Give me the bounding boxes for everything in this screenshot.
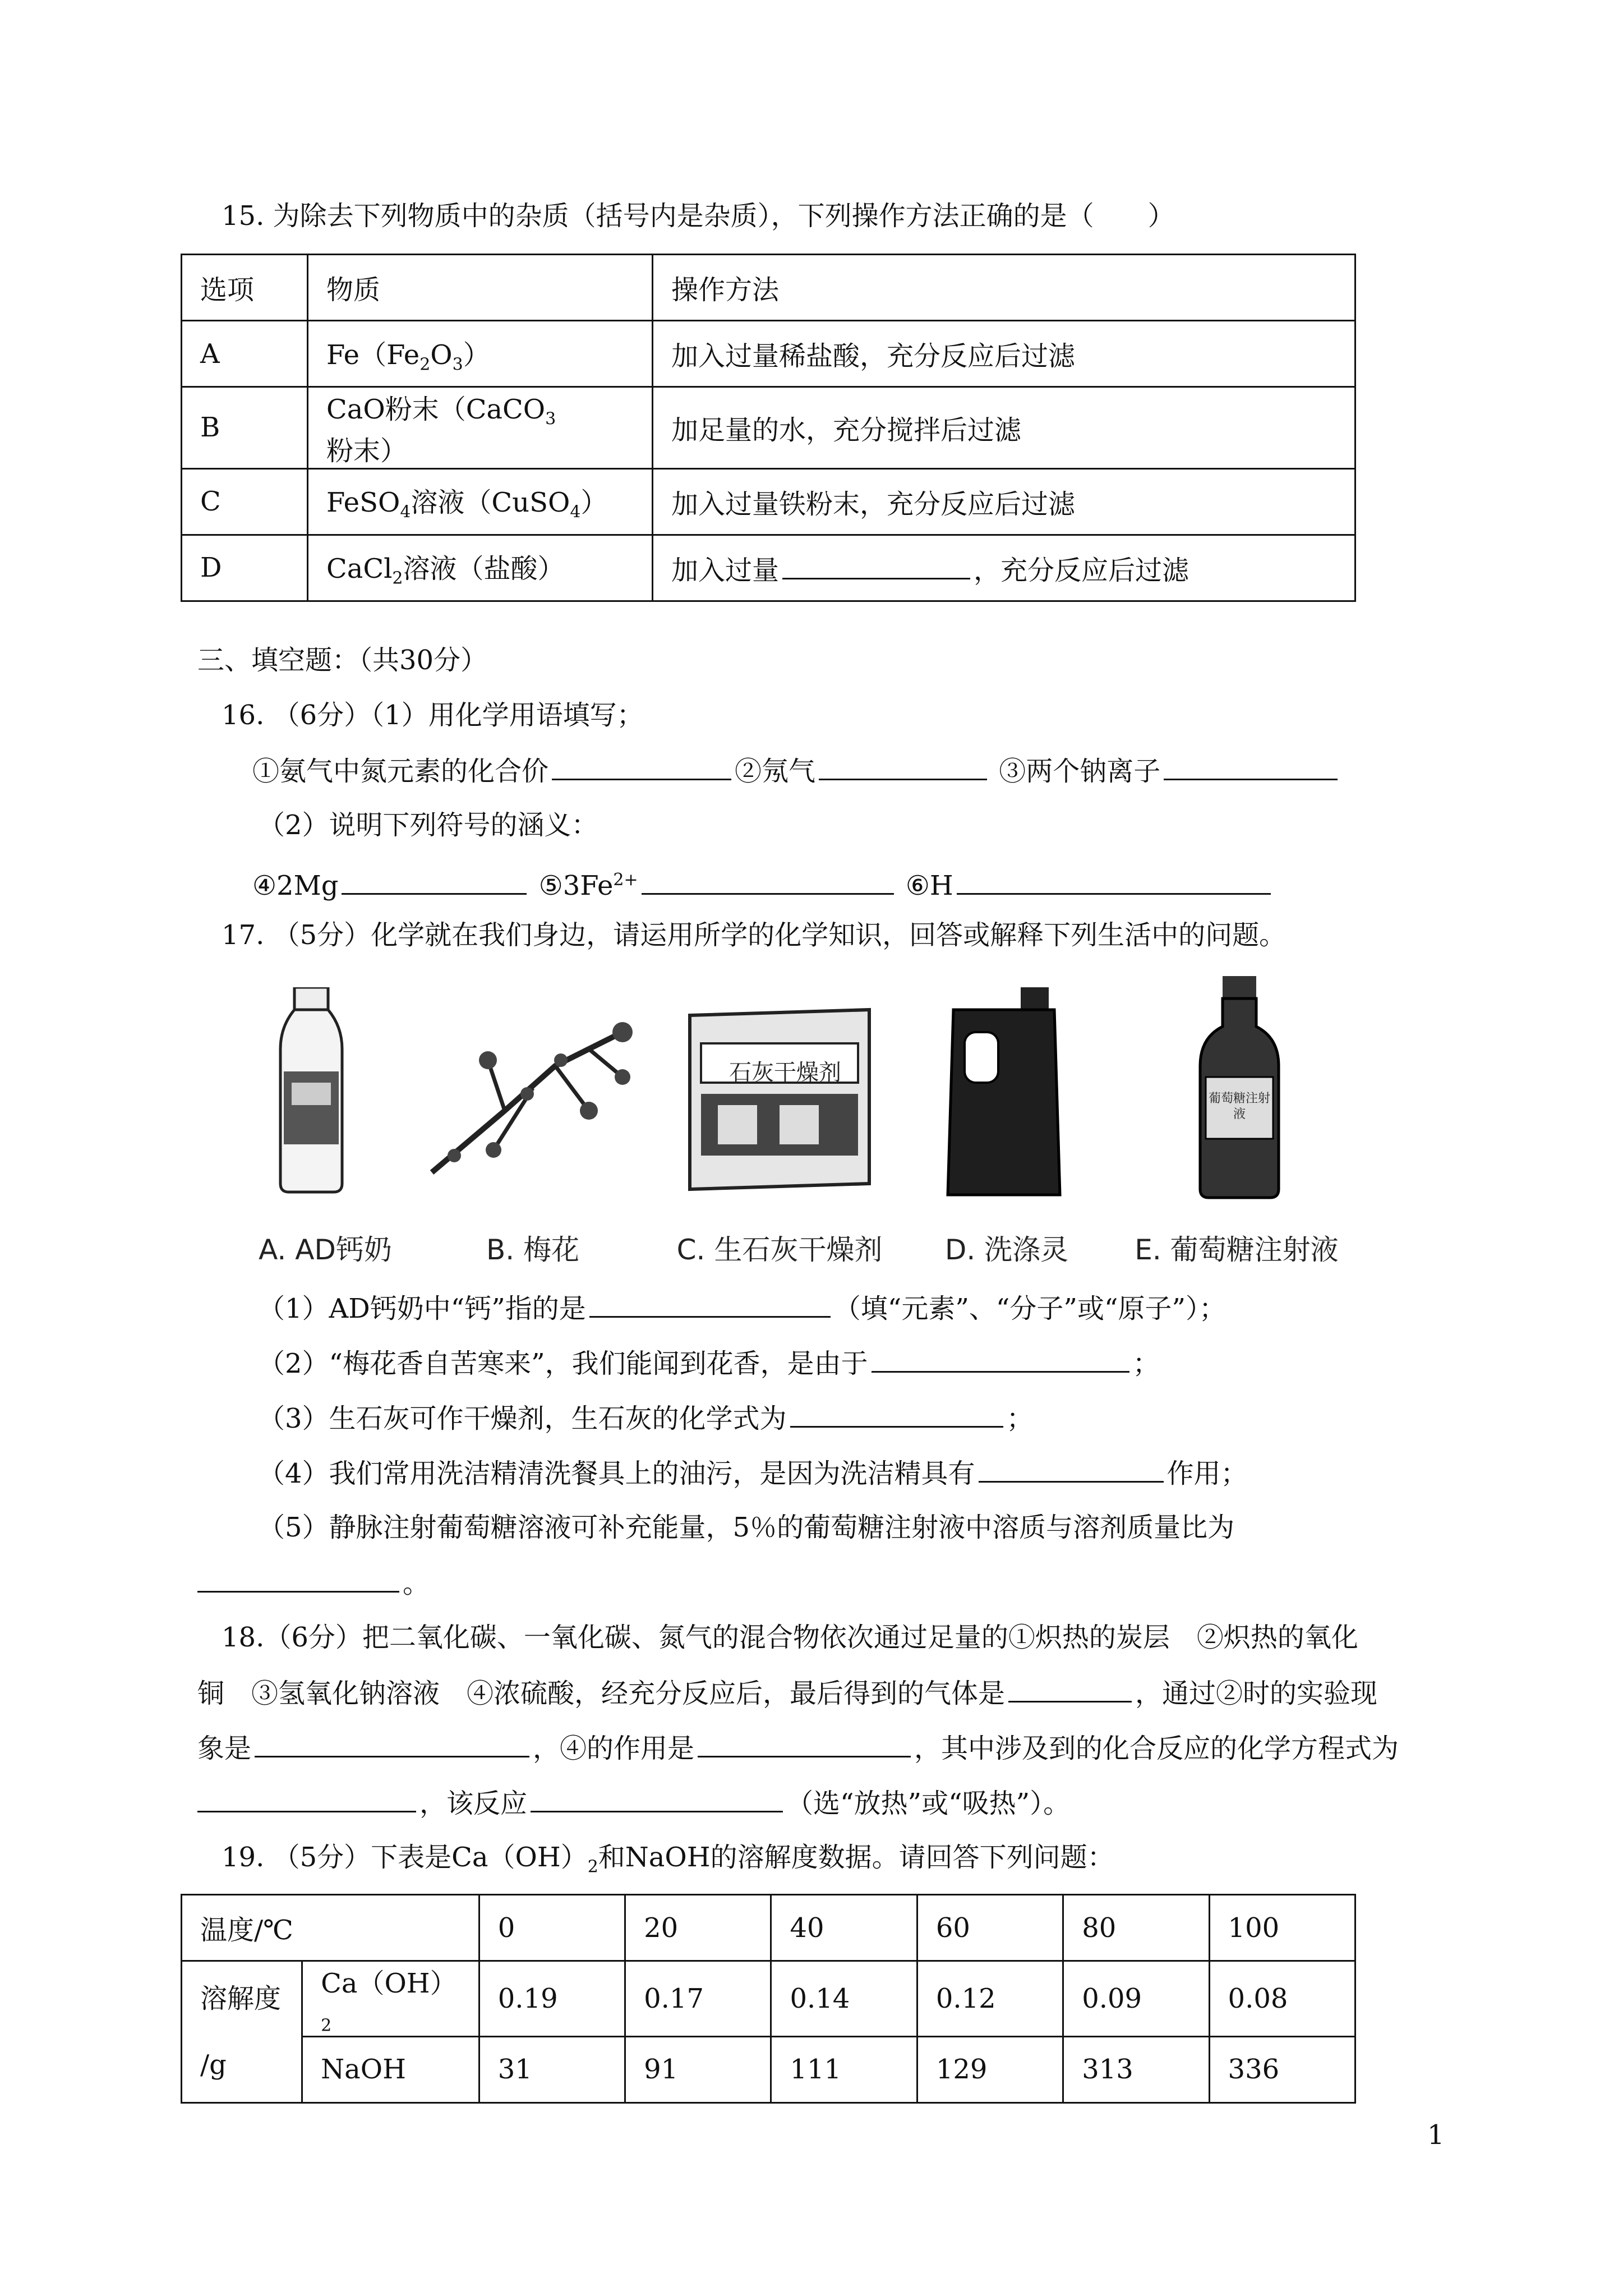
temp-cell: 20 [625,1895,771,1961]
naoh-label: NaOH [302,2036,479,2102]
answer-blank[interactable] [342,867,527,895]
value-cell: 0.12 [917,1961,1063,2037]
solubility-label: 溶解度 /g [182,1961,302,2103]
plum-blossom-picture [415,976,651,1268]
ad-milk-picture [236,976,415,1268]
q17-part5-answer: 。 [197,1565,430,1601]
q18-line3: 象是 ，④的作用是 ，其中涉及到的化合反应的化学方程式为 [197,1730,1399,1766]
answer-blank[interactable] [1164,753,1338,780]
caption-a: A. AD钙奶 [259,1234,392,1266]
q17-part5: （5）静脉注射葡萄糖溶液可补充能量，5％的葡萄糖注射液中溶质与溶剂质量比为 [258,1512,1235,1543]
q17-stem: 17. （5分）化学就在我们身边，请运用所学的化学知识，回答或解释下列生活中的问题。 [222,919,1287,951]
answer-blank[interactable] [957,867,1271,895]
temp-cell: 80 [1063,1895,1209,1961]
q15-stem: 15. 为除去下列物质中的杂质（括号内是杂质），下列操作方法正确的是（ ） [222,200,1175,232]
q16-line2: ④2Mg $⑤3Fe^{2+}$ ⑥H [252,863,1274,903]
table-row [182,535,1355,601]
answer-blank[interactable] [197,1785,416,1812]
caption-d: D. 洗涤灵 [944,1234,1069,1266]
method-cell: 加入过量铁粉末，充分反应后过滤 [653,468,1355,535]
value-cell: 111 [771,2036,917,2102]
table-row [182,387,1355,469]
value-cell: 129 [917,2036,1063,2102]
section-heading: 三、填空题：（共30分） [197,645,488,676]
answer-blank[interactable] [197,1565,399,1593]
answer-blank[interactable] [782,552,970,579]
value-cell: 31 [479,2036,625,2102]
value-cell: 0.14 [771,1961,917,2037]
glucose-bottle-picture [1110,976,1363,1268]
pack-label: 石灰干燥剂 [729,1060,841,1085]
table-row [182,321,1355,387]
q16-sub2: （2）说明下列符号的涵义： [258,809,598,841]
substance-cell: $Fe(Fe_2O_3)$ [308,321,653,387]
q17-part4: （4）我们常用洗洁精清洗餐具上的油污，是因为洗洁精具有 作用； [258,1455,1248,1491]
q18-line1: 18.（6分）把二氧化碳、一氧化碳、氮气的混合物依次通过足量的①炽热的炭层 ②炽热的氧化 [222,1622,1358,1653]
method-cell: 加足量的水，充分搅拌后过滤 [653,387,1355,469]
bottle-label: 葡萄糖注射液 [1209,1092,1271,1121]
option-label: A [182,321,308,387]
value-cell: 336 [1209,2036,1355,2102]
desiccant-picture [662,976,897,1268]
caption-c: C. 生石灰干燥剂 [676,1234,883,1266]
solubility-table [181,1894,1356,2104]
option-label: B [182,387,308,469]
answer-blank[interactable] [531,1785,783,1812]
temp-label: 温度/℃ [182,1895,479,1961]
option-label: C [182,468,308,535]
answer-blank[interactable] [698,1730,911,1757]
q19-stem: 19. （5分）下表是$Ca(OH)_2$和NaOH的溶解度数据。请回答下列问题： [222,1842,1114,1877]
table-row [182,468,1355,535]
q16-line1: ①氨气中氮元素的化合价 ②氖气 ③两个钠离子 [252,753,1341,789]
q15-header-method: 操作方法 [653,255,1355,321]
answer-blank[interactable] [790,1400,1003,1428]
answer-blank[interactable] [872,1345,1129,1373]
value-cell: 0.08 [1209,1961,1355,2037]
caption-e: E. 葡萄糖注射液 [1135,1234,1339,1266]
value-cell: 0.17 [625,1961,771,2037]
temp-cell: 100 [1209,1895,1355,1961]
q17-part3: （3）生石灰可作干燥剂，生石灰的化学式为 ； [258,1400,1034,1436]
q15-header-substance: 物质 [308,255,653,321]
caoh-label: $Ca(OH)_2$ [302,1961,479,2037]
q17-pictures [236,976,1363,1268]
caption-b: B. 梅花 [486,1234,580,1266]
answer-blank[interactable] [1008,1675,1132,1703]
table-row [182,1961,1355,2037]
q15-header-option: 选项 [182,255,308,321]
value-cell: 0.19 [479,1961,625,2037]
temp-cell: 60 [917,1895,1063,1961]
table-row [182,2036,1355,2102]
q18-line4: ，该反应 （选“放热”或“吸热”）。 [197,1785,1070,1821]
answer-blank[interactable] [819,753,987,780]
q15-table [181,254,1356,602]
answer-blank[interactable] [979,1455,1164,1483]
answer-blank[interactable] [589,1290,831,1318]
q17-part1: （1）AD钙奶中“钙”指的是 （填“元素”、“分子”或“原子”）； [258,1290,1226,1326]
value-cell: 91 [625,2036,771,2102]
detergent-picture [914,976,1099,1268]
q18-line2: 铜 ③氢氧化钠溶液 ④浓硫酸，经充分反应后，最后得到的气体是 ，通过②时的实验现 [197,1675,1377,1711]
page-number: 1 [1427,2119,1445,2151]
substance-cell: FeSO$_4$溶液（CuSO$_4$） [308,468,653,535]
temp-cell: 40 [771,1895,917,1961]
method-cell: 加入过量稀盐酸，充分反应后过滤 [653,321,1355,387]
value-cell: 313 [1063,2036,1209,2102]
temp-cell: 0 [479,1895,625,1961]
method-cell: 加入过量 ，充分反应后过滤 [653,535,1355,601]
value-cell: 0.09 [1063,1961,1209,2037]
substance-cell: CaCl$_2$溶液（盐酸） [308,535,653,601]
q17-part2: （2）“梅花香自苦寒来”，我们能闻到花香，是由于 ； [258,1345,1160,1381]
option-label: D [182,535,308,601]
substance-cell: CaO粉末（CaCO$_3$粉末） [308,387,653,469]
answer-blank[interactable] [642,867,894,895]
table-row [182,1895,1355,1961]
q16-stem: 16. （6分）（1）用化学用语填写； [222,700,644,731]
answer-blank[interactable] [255,1730,529,1757]
answer-blank[interactable] [552,753,731,780]
